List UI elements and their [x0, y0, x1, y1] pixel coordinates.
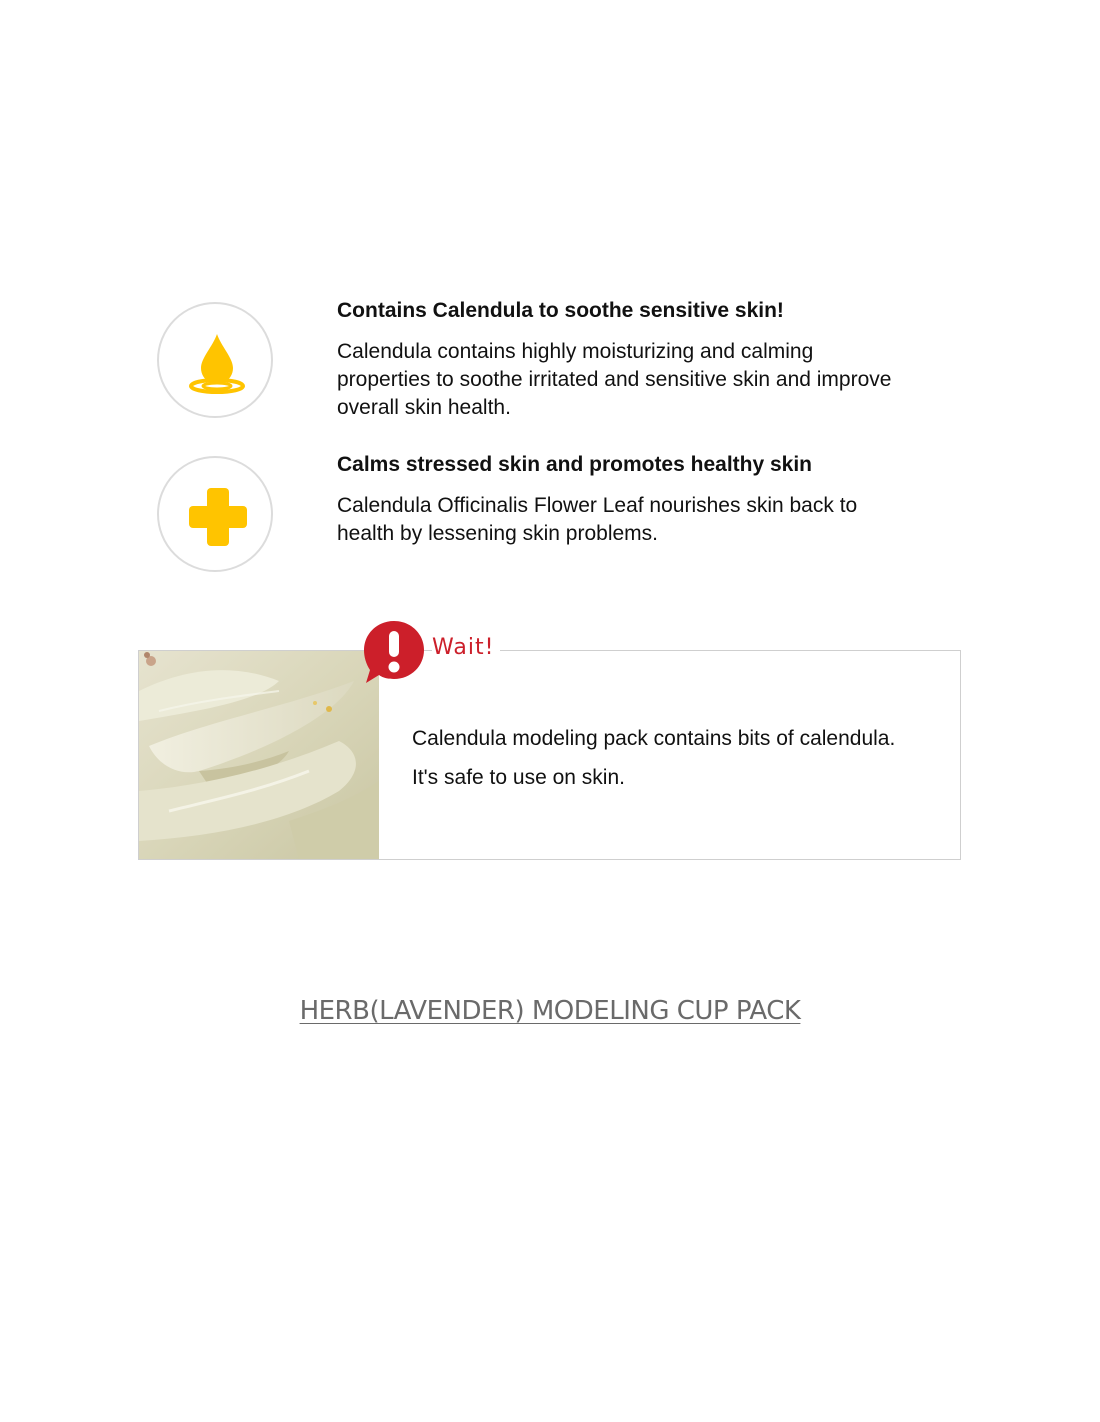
notice-line: Calendula modeling pack contains bits of calendula. — [412, 727, 896, 750]
notice-line: It's safe to use on skin. — [412, 766, 625, 789]
notice-text — [412, 719, 952, 797]
notice-box — [138, 650, 961, 860]
feature-title: Contains Calendula to soothe sensitive skin! — [337, 299, 784, 322]
plus-cross-icon — [157, 456, 273, 572]
feature-text — [337, 298, 897, 422]
section-heading — [0, 996, 1100, 1026]
feature-title: Calms stressed skin and promotes healthy skin — [337, 453, 813, 476]
exclamation-icon — [358, 617, 430, 689]
feature-text — [337, 452, 897, 548]
feature-body: Calendula Officinalis Flower Leaf nourishes skin back to health by lessening skin problems. — [337, 494, 858, 545]
water-drop-icon — [157, 302, 273, 418]
section-heading-text: HERB(LAVENDER) MODELING CUP PACK — [299, 996, 801, 1026]
wait-label: Wait! — [432, 635, 500, 660]
product-texture-photo — [139, 651, 379, 859]
wait-badge — [358, 617, 498, 689]
feature-body: Calendula contains highly moisturizing and calming properties to soothe irritated and sensitive skin and improve overall skin health. — [337, 340, 892, 419]
